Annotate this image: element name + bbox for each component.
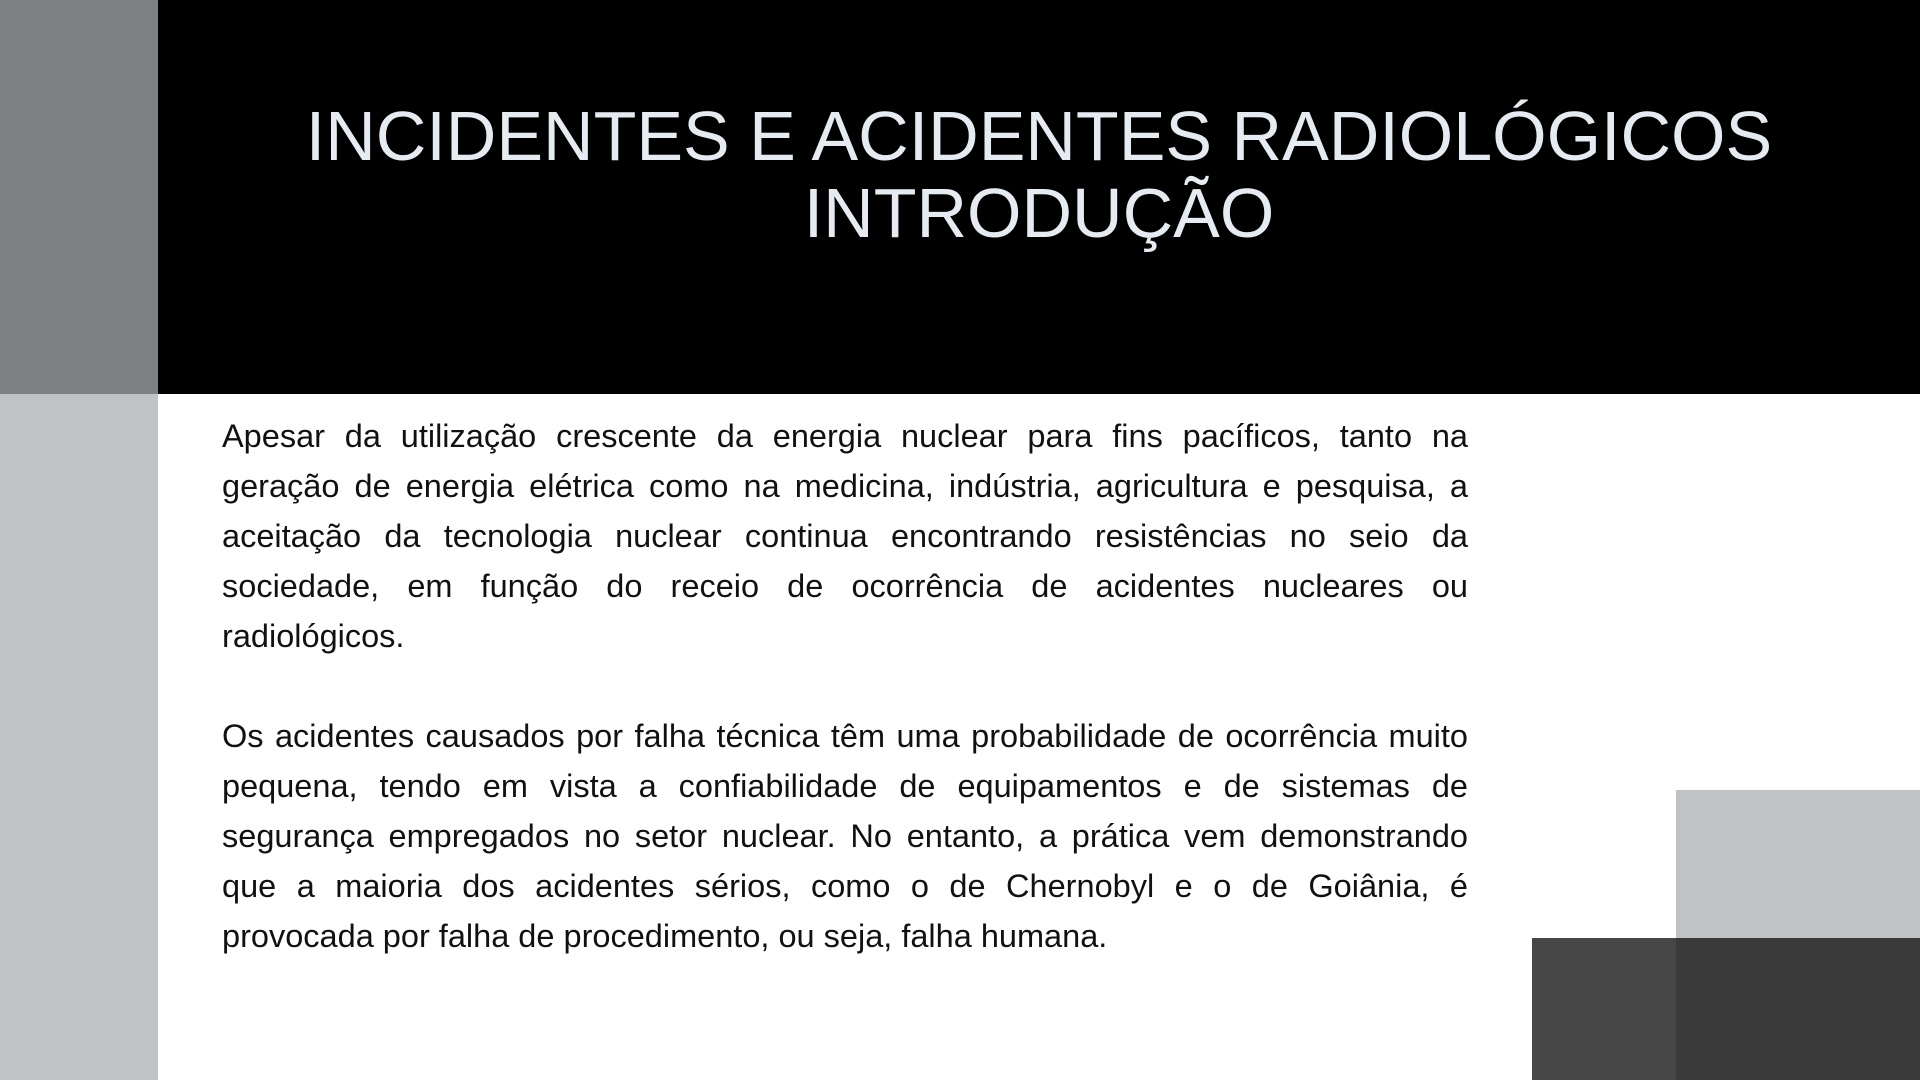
- corner-decoration-overlap: [1676, 938, 1920, 1080]
- body-paragraph-2: Os acidentes causados por falha técnica têm uma probabilidade de ocorrência muito pequena, tendo em vista a confiabilidade de equipamentos e de sistemas de segurança empregados no setor nuclear. No entanto, a prática vem demonstrando que a maioria dos acidentes sérios, como o de Chernobyl e o de Goiânia, é provocada por falha de procedimento, ou seja, falha humana.: [222, 718, 1468, 954]
- slide-title-line-1: INCIDENTES E ACIDENTES RADIOLÓGICOS: [305, 97, 1773, 175]
- slide-body: [222, 411, 1468, 961]
- left-accent-bar-bottom: [0, 394, 158, 1080]
- left-accent-bar-top: [0, 0, 158, 394]
- slide-title-line-2: INTRODUÇÃO: [803, 174, 1275, 252]
- slide-title: [158, 98, 1920, 252]
- body-paragraph-1: Apesar da utilização crescente da energia nuclear para fins pacíficos, tanto na geração de energia elétrica como na medicina, indústria, agricultura e pesquisa, a aceitação da tecnologia nuclear continua encontrando resistências no seio da sociedade, em função do receio de ocorrência de acidentes nucleares ou radiológicos.: [222, 418, 1468, 654]
